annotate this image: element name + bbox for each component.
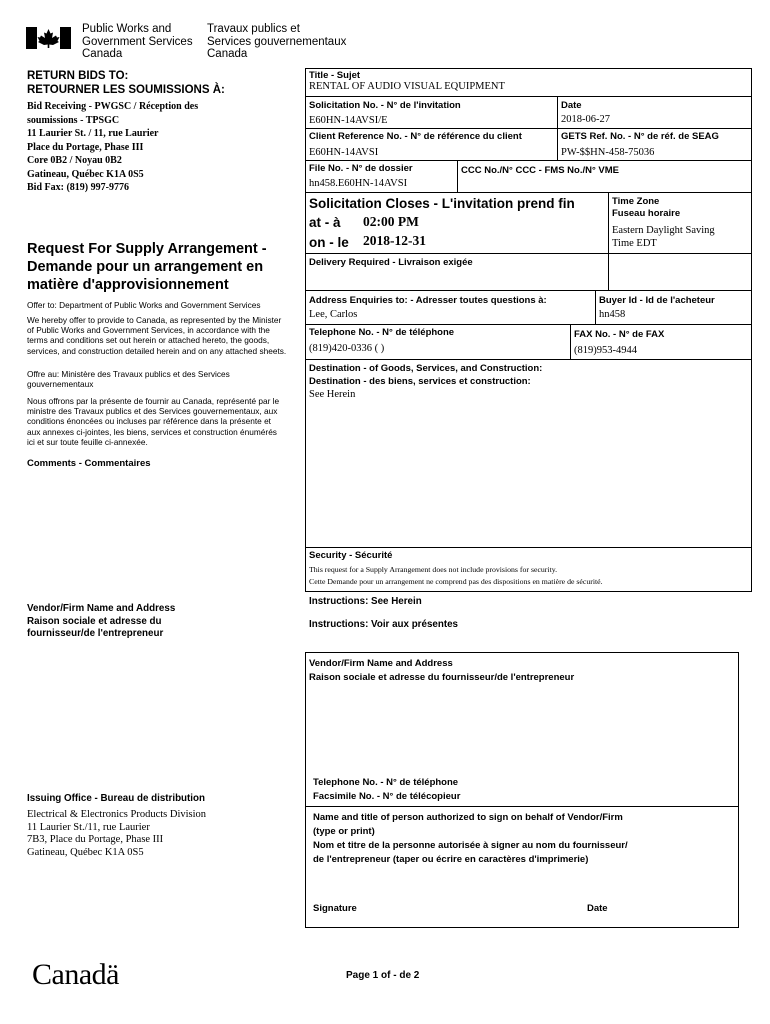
page-number: Page 1 of - de 2 (346, 970, 420, 981)
time-zone-label-line: Fuseau horaire (612, 208, 681, 219)
solicitation-closes-label: Solicitation Closes - L'invitation prend fin (309, 196, 575, 211)
authorized-person-line: Nom et titre de la personne autorisée à signer au nom du fournisseur/ (313, 840, 628, 851)
closes-on-label: on - le (309, 235, 349, 250)
request-title-line: matière d'approvisionnement (27, 277, 229, 293)
vendor-left-line: Vendor/Firm Name and Address (27, 603, 176, 614)
destination-label-line: Destination - des biens, services et construction: (309, 376, 531, 387)
fax-label: FAX No. - N° de FAX (574, 329, 665, 340)
address-enquiries-value: Lee, Carlos (309, 309, 358, 320)
offer-to-en: Offer to: Department of Public Works and Government Services (27, 300, 261, 310)
solicitation-number-label: Solicitation No. - N° de l'invitation (309, 100, 461, 111)
return-bids-title (27, 69, 225, 97)
department-fr-line: Services gouvernementaux (207, 35, 347, 48)
signature-date-label: Date (587, 903, 608, 914)
offer-to-fr (27, 369, 230, 389)
vendor-fax-label: Facsimile No. - N° de télécopieur (313, 791, 461, 802)
department-en-line: Canada (82, 48, 123, 60)
offer-text-fr (27, 396, 279, 447)
vendor-name-address-field[interactable] (309, 688, 735, 772)
file-number-value: hn458.E60HN-14AVSI (309, 178, 408, 189)
signature-label: Signature (313, 903, 357, 914)
department-en-line: Public Works and (82, 23, 172, 35)
buyer-id-label: Buyer Id - Id de l'acheteur (599, 295, 715, 306)
solicitation-number-value: E60HN-14AVSI/E (309, 115, 388, 126)
vendor-box-title-line: Vendor/Firm Name and Address (309, 658, 453, 669)
vendor-box-title-line: Raison sociale et adresse du fournisseur/de l'entrepreneur (309, 672, 575, 683)
vendor-telephone-label: Telephone No. - N° de téléphone (313, 777, 459, 788)
destination-label (309, 362, 542, 388)
offer-fr-line: aux annexes ci-jointes, les biens, services et construction énumérés (27, 426, 277, 437)
return-bids-title-line: RETOURNER LES SOUMISSIONS À: (27, 84, 225, 96)
offer-fr-line: ministre des Travaux publics et des Services gouvernementaux, aux (27, 406, 278, 417)
date-value: 2018-06-27 (561, 114, 610, 125)
vendor-left-line: Raison sociale et adresse du (27, 615, 162, 627)
gets-reference-label: GETS Ref. No. - N° de réf. de SEAG (561, 131, 719, 142)
offer-fr-line: Nous offrons par la présente de fournir au Canada, représenté par le (27, 396, 280, 406)
gets-reference-value: PW-$$HN-458-75036 (561, 147, 655, 158)
title-value: RENTAL OF AUDIO VISUAL EQUIPMENT (309, 81, 505, 92)
security-text-line: Cette Demande pour un arrangement ne comprend pas des dispositions en matière de sécurité. (309, 577, 603, 586)
time-zone-value-line: Eastern Daylight Saving (612, 225, 715, 236)
destination-value: See Herein (309, 389, 356, 400)
authorized-person-line: Name and title of person authorized to sign on behalf of Vendor/Firm (313, 812, 623, 823)
offer-fr-line: ici et sur toute feuille ci-annexée. (27, 436, 148, 447)
return-bids-address (27, 100, 198, 195)
issuing-address-line: 11 Laurier St./11, rue Laurier (27, 821, 150, 833)
closes-at-value: 02:00 PM (363, 214, 419, 229)
address-line: Bid Receiving - PWGSC / Réception des (27, 101, 199, 112)
instructions-fr: Instructions: Voir aux présentes (309, 619, 458, 630)
fax-value: (819)953-4944 (574, 345, 637, 356)
request-title-line: Request For Supply Arrangement - (27, 241, 267, 257)
authorized-person-line: de l'entrepreneur (taper ou écrire en caractères d'imprimerie) (313, 854, 589, 865)
offer-to-fr-line: gouvernementaux (27, 379, 94, 390)
security-label: Security - Sécurité (309, 550, 393, 561)
vendor-left-line: fournisseur/de l'entrepreneur (27, 628, 164, 639)
telephone-value: (819)420-0336 ( ) (309, 343, 385, 354)
address-line: Core 0B2 / Noyau 0B2 (27, 155, 122, 166)
address-line: 11 Laurier St. / 11, rue Laurier (27, 128, 159, 139)
time-zone-label-line: Time Zone (612, 196, 660, 207)
department-en-line: Government Services (82, 35, 193, 48)
address-line: Place du Portage, Phase III (27, 141, 144, 153)
ccc-number-label: CCC No./N° CCC - FMS No./N° VME (461, 165, 620, 176)
telephone-label: Telephone No. - N° de téléphone (309, 327, 455, 338)
vendor-box-title (309, 657, 574, 685)
address-enquiries-label: Address Enquiries to: - Adresser toutes questions à: (309, 295, 547, 306)
vendor-left-label (27, 603, 175, 641)
request-title-line: Demande pour un arrangement en (27, 259, 264, 275)
canada-flag-icon (26, 27, 71, 49)
security-text-line: This request for a Supply Arrangement does not include provisions for security. (309, 565, 558, 574)
security-text (309, 564, 603, 588)
destination-label-line: Destination - of Goods, Services, and Construction: (309, 363, 543, 374)
time-zone-value (612, 224, 715, 250)
department-name-en (82, 23, 193, 61)
closes-at-label: at - à (309, 215, 341, 230)
department-fr-line: Travaux publics et (207, 23, 300, 35)
offer-en-line: We hereby offer to provide to Canada, as represented by the Minister (27, 315, 282, 325)
address-line: Gatineau, Québec K1A 0S5 (27, 168, 144, 180)
offer-en-line: terms and conditions set out herein or attached hereto, the goods, (27, 335, 270, 346)
address-line: soumissions - TPSGC (27, 114, 120, 126)
address-line: Bid Fax: (819) 997-9776 (27, 182, 129, 193)
offer-to-fr-line: Offre au: Ministère des Travaux publics et des Services (27, 369, 230, 379)
issuing-office-address (27, 809, 206, 859)
client-reference-label: Client Reference No. - N° de référence du client (309, 131, 522, 142)
time-zone-label (612, 196, 680, 220)
comments-label: Comments - Commentaires (27, 458, 151, 469)
return-bids-title-line: RETURN BIDS TO: (27, 70, 129, 82)
time-zone-value-line: Time EDT (612, 238, 657, 249)
offer-en-line: of Public Works and Government Services, in accordance with the (27, 325, 270, 336)
file-number-label: File No. - N° de dossier (309, 163, 413, 174)
issuing-address-line: Gatineau, Québec K1A 0S5 (27, 846, 144, 858)
authorized-person-label (313, 811, 628, 867)
department-name-fr (207, 23, 346, 61)
offer-text-en (27, 315, 286, 356)
issuing-address-line: 7B3, Place du Portage, Phase III (27, 834, 164, 845)
buyer-id-value: hn458 (599, 309, 626, 320)
closes-on-value: 2018-12-31 (363, 233, 426, 248)
instructions-en: Instructions: See Herein (309, 596, 422, 607)
offer-en-line: services, and construction detailed herein and on any attached sheets. (27, 345, 287, 356)
issuing-office-label: Issuing Office - Bureau de distribution (27, 793, 205, 804)
issuing-address-line: Electrical & Electronics Products Division (27, 809, 207, 820)
date-label: Date (561, 100, 582, 111)
offer-fr-line: conditions énoncées ou incluses par référence dans la présente et (27, 416, 271, 427)
department-fr-line: Canada (207, 48, 248, 60)
title-label: Title - Sujet (309, 70, 361, 81)
request-title (27, 240, 267, 294)
authorized-person-line: (type or print) (313, 826, 375, 837)
canada-wordmark: Canadä (32, 958, 119, 991)
delivery-required-label: Delivery Required - Livraison exigée (309, 257, 473, 268)
client-reference-value: E60HN-14AVSI (309, 147, 379, 158)
